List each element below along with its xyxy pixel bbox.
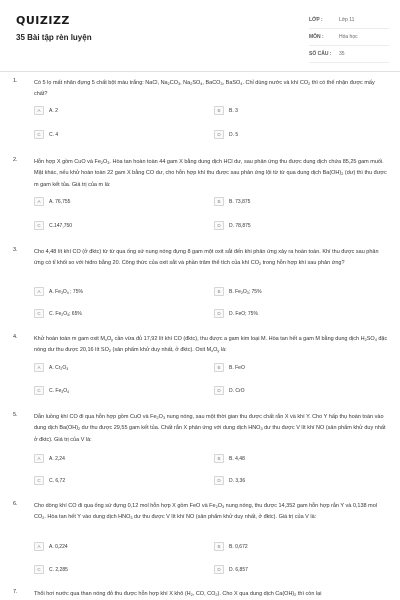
option-text: A. $Cr_2O_3$ <box>49 364 69 371</box>
option-b[interactable] <box>214 363 245 372</box>
option-a[interactable] <box>34 542 68 551</box>
option-text: D. 3,36 <box>229 477 246 484</box>
option-letter-box: C <box>34 565 44 574</box>
worksheet-title: 35 Bài tập rèn luyện <box>16 33 92 42</box>
worksheet-header <box>0 0 400 70</box>
option-letter-box: B <box>214 197 224 206</box>
option-letter-box: C <box>34 386 44 395</box>
option-letter-box: C <box>34 221 44 230</box>
option-text: B. FeO <box>229 364 245 371</box>
option-c[interactable] <box>34 565 68 574</box>
option-b[interactable] <box>214 197 250 206</box>
option-text: A. 2,24 <box>49 455 65 462</box>
option-letter-box: B <box>214 454 224 463</box>
option-text: B. 73,875 <box>229 198 251 205</box>
option-letter-box: B <box>214 106 224 115</box>
option-b[interactable] <box>214 454 245 463</box>
option-text: A. 76,755 <box>49 198 71 205</box>
option-text: A. 2 <box>49 107 58 114</box>
option-text: B. 3 <box>229 107 238 114</box>
option-letter-box: A <box>34 106 44 115</box>
option-a[interactable] <box>34 287 83 296</box>
option-text: D. 78,875 <box>229 222 251 229</box>
option-text: A. 0,224 <box>49 543 68 550</box>
option-letter-box: D <box>214 565 224 574</box>
question-text: Cho dòng khí CO đi qua ống sứ đựng 0,12 mol hỗn hợp X gồm FeO và $Fe_2O_3$ nung nóng, thu được 14,352 gam hỗn hợp rắn Y và 0,138 mol $CO_2$. Hòa tan hết Y vào dung dịch $HNO_3$ dư thu được V lít khí NO (sản phẩm khử duy nhất, ở đktc). Giá trị của V là: <box>34 503 377 521</box>
option-text: B. $Fe_2O_3$; 75% <box>229 288 262 295</box>
question-number: 6. <box>13 501 18 507</box>
option-text: C. 6,72 <box>49 477 66 484</box>
question-number: 1. <box>13 78 18 84</box>
option-text: C. $Fe_2O_3$; 65% <box>49 310 82 317</box>
option-c[interactable] <box>34 476 65 485</box>
option-text: D. 5 <box>229 131 239 138</box>
option-c[interactable] <box>34 221 72 230</box>
question-text: Có 5 lọ mất nhãn đựng 5 chất bột màu trắng: NaCl, $Na_2CO_3$, $Na_2SO_4$, BaCO$_3$, BaSO$_4$. Chỉ dùng nước và khí $CO_2$ thì có thể nhận được mấy chất? <box>34 80 375 98</box>
meta-label: SỐ CÂU : <box>309 51 332 57</box>
option-text: B. 4,48 <box>229 455 245 462</box>
option-text: C. 2,285 <box>49 566 68 573</box>
option-b[interactable] <box>214 287 262 296</box>
option-letter-box: C <box>34 476 44 485</box>
question-text: Cho 4,48 lít khí CO (ở đktc) từ từ qua ống sứ nung nóng đựng 8 gam một oxit sắt đến khi phản ứng xảy ra hoàn toàn. Khí thu được sau phản ứng có tỉ khối so với hiđro bằng 20. Công thức của oxit sắt và phần trăm thể tích của khí $CO_2$ trong hỗn hợp khí sau phản ứng? <box>34 249 379 267</box>
option-text: C.147,750 <box>49 222 73 229</box>
option-letter-box: A <box>34 542 44 551</box>
option-d[interactable] <box>214 309 258 318</box>
option-letter-box: A <box>34 197 44 206</box>
option-a[interactable] <box>34 454 65 463</box>
option-c[interactable] <box>34 309 82 318</box>
option-letter-box: D <box>214 386 224 395</box>
meta-value: Lớp 11 <box>339 17 355 23</box>
question-number: 3. <box>13 247 18 253</box>
option-a[interactable] <box>34 363 68 372</box>
meta-label: LỚP : <box>309 17 323 23</box>
question-number: 2. <box>13 157 18 163</box>
option-text: D. CrO <box>229 387 245 394</box>
question-text: Thổi hơi nước qua than nóng đỏ thu được hỗn hợp khí X khô ($H_2$, CO, $CO_2$). Cho X qua dung dịch $Ca(OH)_2$ thì còn lại <box>34 591 322 597</box>
option-letter-box: D <box>214 130 224 139</box>
question-text: Khử hoàn toàn m gam oxit $M_xO_y$ cần vừa đủ 17,92 lít khí CO (đktc), thu được a gam kim loại M. Hòa tan hết a gam M bằng dung dịch $H_2SO_4$ đặc nóng dư thu được 20,16 lít $SO_2$ (sản phẩm khử duy nhất, ở đktc). Oxit $M_xO_y$ là: <box>34 336 388 354</box>
option-text: D. FeO; 75% <box>229 310 258 317</box>
question-number: 7. <box>13 589 18 595</box>
option-letter-box: B <box>214 542 224 551</box>
meta-label: MÔN : <box>309 34 324 40</box>
question-number: 4. <box>13 334 18 340</box>
quizizz-logo: QUIZIZZ <box>16 14 70 27</box>
question-text: Hỗn hợp X gồm CuO và $Fe_2O_3$. Hòa tan hoàn toàn 44 gam X bằng dung dịch HCl dư, sau phản ứng thu được dung dịch chứa 85,25 gam muối. Mặt khác, nếu khử hoàn toàn 22 gam X bằng CO dư, cho hỗn hợp khí thu được sau phản ứng lội từ từ qua dung dịch $Ba(OH)_2$ (dư) thì thu được m gam kết tủa. Giá trị của m là: <box>34 159 387 188</box>
worksheet-meta <box>309 12 389 63</box>
meta-row-question-count <box>309 46 389 63</box>
option-text: B. 0,672 <box>229 543 248 550</box>
question-number: 5. <box>13 412 18 418</box>
option-b[interactable] <box>214 542 248 551</box>
question-text: Dẫn luồng khí CO đi qua hỗn hợp gồm CuO và $Fe_2O_3$ nung nóng, sau một thời gian thu được chất rắn X và khí Y. Cho Y hấp thụ hoàn toàn vào dung dịch $Ba(OH)_2$ dư thu được 29,55 gam kết tủa. Chất rắn X phản ứng với dung dịch $HNO_3$ dư thu được V lít khí NO (sản phẩm khử duy nhất ở đktc). Giá trị của V là: <box>34 414 386 443</box>
option-d[interactable] <box>214 565 248 574</box>
meta-row-subject <box>309 29 389 46</box>
option-letter-box: A <box>34 363 44 372</box>
option-text: D. 6,857 <box>229 566 248 573</box>
option-d[interactable] <box>214 221 251 230</box>
header-divider <box>0 71 400 72</box>
option-c[interactable] <box>34 386 69 395</box>
option-letter-box: C <box>34 309 44 318</box>
option-d[interactable] <box>214 130 238 139</box>
option-letter-box: B <box>214 363 224 372</box>
option-letter-box: D <box>214 476 224 485</box>
option-d[interactable] <box>214 476 245 485</box>
option-letter-box: C <box>34 130 44 139</box>
meta-row-class <box>309 12 389 29</box>
option-letter-box: B <box>214 287 224 296</box>
meta-value: Hóa học <box>339 34 358 40</box>
option-c[interactable] <box>34 130 58 139</box>
option-d[interactable] <box>214 386 245 395</box>
option-text: C. $Fe_3O_4$ <box>49 387 70 394</box>
option-text: A. $Fe_3O_4$ ; 75% <box>49 288 83 295</box>
option-a[interactable] <box>34 106 58 115</box>
option-letter-box: D <box>214 309 224 318</box>
option-a[interactable] <box>34 197 70 206</box>
meta-value: 35 <box>339 51 345 57</box>
option-b[interactable] <box>214 106 238 115</box>
option-letter-box: A <box>34 454 44 463</box>
option-letter-box: A <box>34 287 44 296</box>
option-text: C. 4 <box>49 131 59 138</box>
option-letter-box: D <box>214 221 224 230</box>
